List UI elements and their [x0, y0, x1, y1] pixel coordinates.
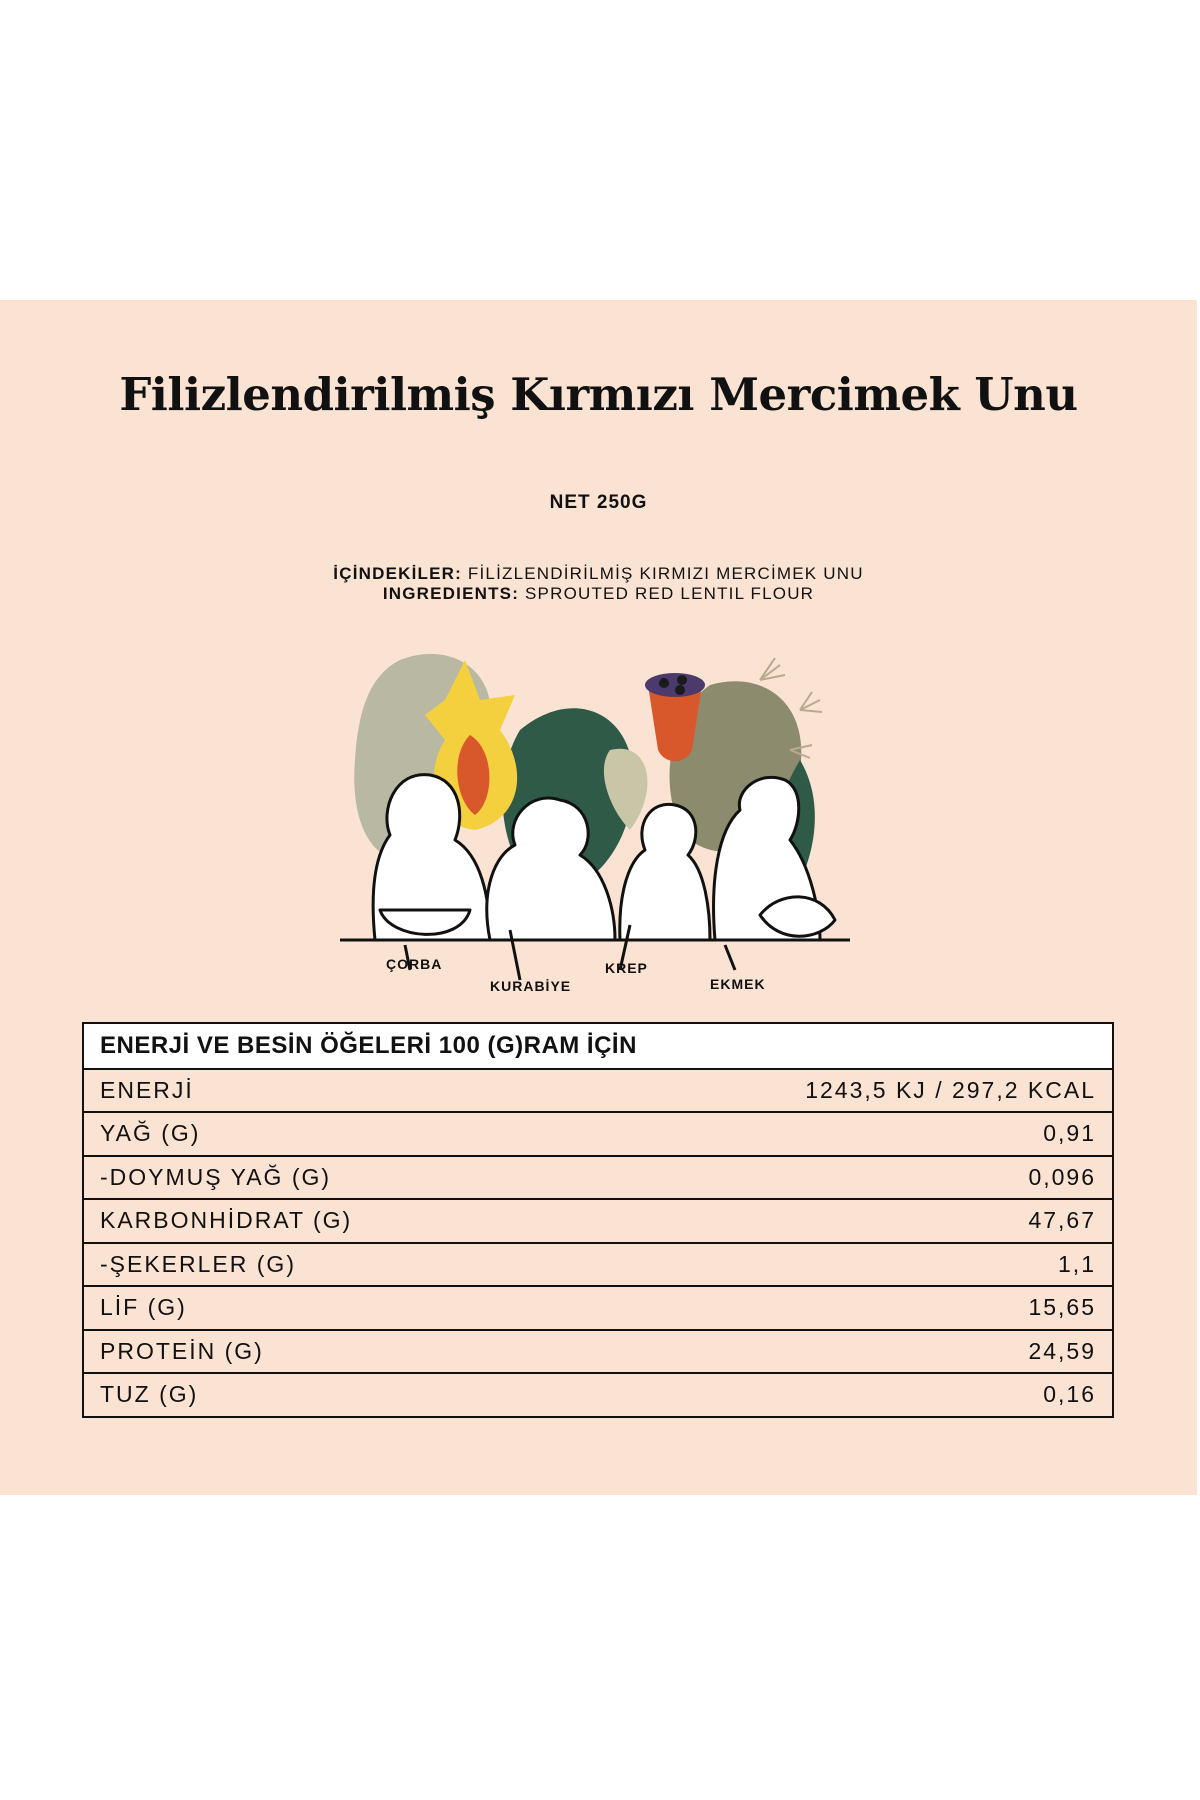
nutrition-row — [84, 1242, 1112, 1286]
caption-corba: ÇORBA — [386, 956, 443, 972]
nutrient-value: 15,65 — [1028, 1294, 1096, 1321]
nutrition-row — [84, 1372, 1112, 1416]
ingredients-tr — [0, 564, 1197, 584]
nutrient-label: LİF (G) — [100, 1294, 187, 1321]
ingredients-en-label: INGREDIENTS: — [382, 584, 520, 603]
nutrition-row — [84, 1285, 1112, 1329]
product-title: Filizlendirilmiş Kırmızı Mercimek Unu — [119, 368, 1078, 421]
nutrient-value: 0,096 — [1028, 1163, 1096, 1190]
nutrition-row — [84, 1111, 1112, 1155]
label-panel — [0, 300, 1197, 1495]
nutrient-value: 47,67 — [1028, 1207, 1096, 1234]
caption-krep: KREP — [605, 960, 648, 976]
nutrition-row — [84, 1068, 1112, 1112]
nutrition-header-text: ENERJİ VE BESİN ÖĞELERİ 100 (G)RAM İÇİN — [100, 1031, 637, 1059]
nutrient-value: 24,59 — [1028, 1337, 1096, 1364]
nutrition-row — [84, 1329, 1112, 1373]
ingredients-en — [0, 584, 1197, 604]
nutrient-label: KARBONHİDRAT (G) — [100, 1207, 353, 1234]
ingredients-tr-label: İÇİNDEKİLER: — [333, 564, 462, 583]
nutrient-value: 0,91 — [1043, 1120, 1096, 1147]
nutrient-value: 0,16 — [1043, 1381, 1096, 1408]
caption-ekmek: EKMEK — [710, 976, 766, 992]
nutrition-table — [82, 1022, 1114, 1418]
nutrient-label: -DOYMUŞ YAĞ (G) — [100, 1163, 332, 1190]
nutrient-label: YAĞ (G) — [100, 1120, 201, 1147]
nutrient-label: -ŞEKERLER (G) — [100, 1250, 296, 1277]
net-weight: NET 250G — [549, 492, 648, 513]
caption-kurabiye: KURABİYE — [490, 978, 572, 994]
nutrient-label: TUZ (G) — [100, 1381, 199, 1408]
nutrition-row — [84, 1155, 1112, 1199]
nutrient-label: PROTEİN (G) — [100, 1337, 264, 1364]
ingredients-tr-value: FİLİZLENDİRİLMİŞ KIRMIZI MERCİMEK UNU — [467, 564, 864, 583]
nutrient-value: 1,1 — [1058, 1250, 1096, 1277]
nutrient-label: ENERJİ — [100, 1076, 194, 1103]
purple-lid — [645, 673, 705, 697]
ingredients-en-value: SPROUTED RED LENTIL FLOUR — [525, 584, 815, 603]
nutrient-value: 1243,5 KJ / 297,2 KCAL — [805, 1076, 1096, 1103]
people-eating-illustration — [330, 640, 870, 1010]
nutrition-row — [84, 1198, 1112, 1242]
nutrition-header — [84, 1024, 1112, 1068]
